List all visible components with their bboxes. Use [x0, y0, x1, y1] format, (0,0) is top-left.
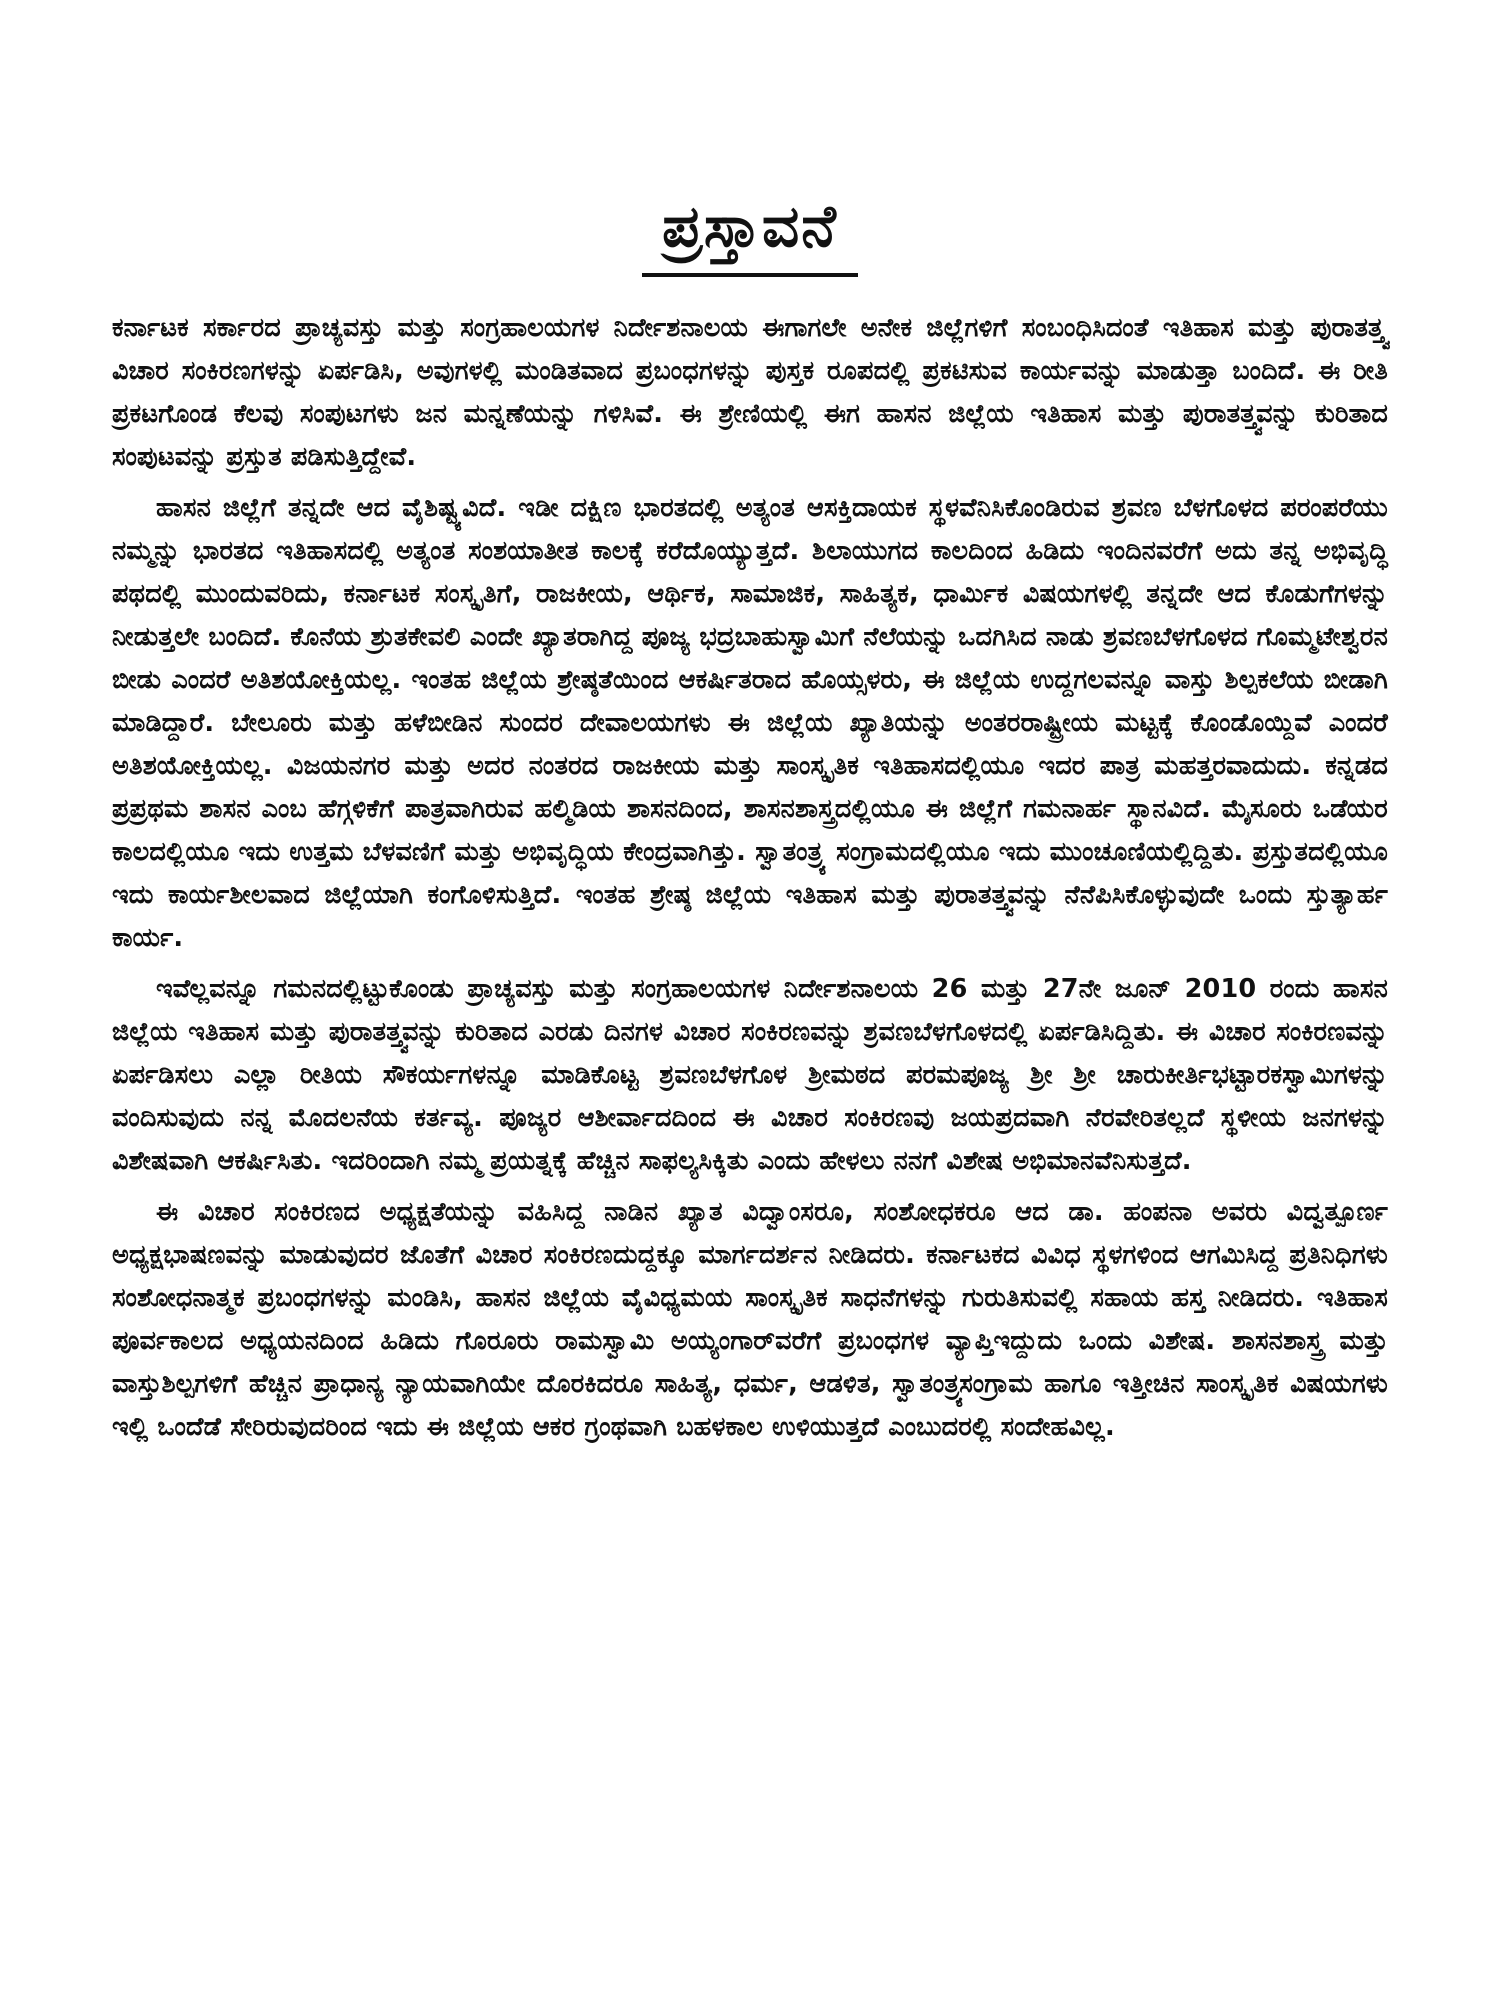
- paragraph-4: ಈ ವಿಚಾರ ಸಂಕಿರಣದ ಅಧ್ಯಕ್ಷತೆಯನ್ನು ವಹಿಸಿದ್ದ ನಾಡಿನ ಖ್ಯಾತ ವಿದ್ವಾಂಸರೂ, ಸಂಶೋಧಕರೂ ಆದ ಡಾ. ಹಂಪನಾ ಅವರು ವಿದ್ವತ್ಪೂರ್ಣ ಅಧ್ಯಕ್ಷಭಾಷಣವನ್ನು ಮಾಡುವುದರ ಜೊತೆಗೆ ವಿಚಾರ ಸಂಕಿರಣದುದ್ದಕ್ಕೂ ಮಾರ್ಗದರ್ಶನ ನೀಡಿದರು. ಕರ್ನಾಟಕದ ವಿವಿಧ ಸ್ಥಳಗಳಿಂದ ಆಗಮಿಸಿದ್ದ ಪ್ರತಿನಿಧಿಗಳು ಸಂಶೋಧನಾತ್ಮಕ ಪ್ರಬಂಧಗಳನ್ನು ಮಂಡಿಸಿ, ಹಾಸನ ಜಿಲ್ಲೆಯ ವೈವಿಧ್ಯಮಯ ಸಾಂಸ್ಕೃತಿಕ ಸಾಧನೆಗಳನ್ನು ಗುರುತಿಸುವಲ್ಲಿ ಸಹಾಯ ಹಸ್ತ ನೀಡಿದರು. ಇತಿಹಾಸ ಪೂರ್ವಕಾಲದ ಅಧ್ಯಯನದಿಂದ ಹಿಡಿದು ಗೊರೂರು ರಾಮಸ್ವಾಮಿ ಅಯ್ಯಂಗಾರ್‌ವರೆಗೆ ಪ್ರಬಂಧಗಳ ವ್ಯಾಪ್ತಿಇದ್ದುದು ಒಂದು ವಿಶೇಷ. ಶಾಸನಶಾಸ್ತ್ರ ಮತ್ತು ವಾಸ್ತುಶಿಲ್ಪಗಳಿಗೆ ಹೆಚ್ಚಿನ ಪ್ರಾಧಾನ್ಯ ನ್ಯಾಯವಾಗಿಯೇ ದೊರಕಿದರೂ ಸಾಹಿತ್ಯ, ಧರ್ಮ, ಆಡಳಿತ, ಸ್ವಾತಂತ್ರ್ಯಸಂಗ್ರಾಮ ಹಾಗೂ ಇತ್ತೀಚಿನ ಸಾಂಸ್ಕೃತಿಕ ವಿಷಯಗಳು ಇಲ್ಲಿ ಒಂದೆಡೆ ಸೇರಿರುವುದರಿಂದ ಇದು ಈ ಜಿಲ್ಲೆಯ ಆಕರ ಗ್ರಂಥವಾಗಿ ಬಹಳಕಾಲ ಉಳಿಯುತ್ತದೆ ಎಂಬುದರಲ್ಲಿ ಸಂದೇಹವಿಲ್ಲ.: [112, 1196, 1388, 1442]
- paragraph-1: ಕರ್ನಾಟಕ ಸರ್ಕಾರದ ಪ್ರಾಚ್ಯವಸ್ತು ಮತ್ತು ಸಂಗ್ರಹಾಲಯಗಳ ನಿರ್ದೇಶನಾಲಯ ಈಗಾಗಲೇ ಅನೇಕ ಜಿಲ್ಲೆಗಳಿಗೆ ಸಂಬಂಧಿಸಿದಂತೆ ಇತಿಹಾಸ ಮತ್ತು ಪುರಾತತ್ತ್ವ ವಿಚಾರ ಸಂಕಿರಣಗಳನ್ನು ಏರ್ಪಡಿಸಿ, ಅವುಗಳಲ್ಲಿ ಮಂಡಿತವಾದ ಪ್ರಬಂಧಗಳನ್ನು ಪುಸ್ತಕ ರೂಪದಲ್ಲಿ ಪ್ರಕಟಿಸುವ ಕಾರ್ಯವನ್ನು ಮಾಡುತ್ತಾ ಬಂದಿದೆ. ಈ ರೀತಿ ಪ್ರಕಟಗೊಂಡ ಕೆಲವು ಸಂಪುಟಗಳು ಜನ ಮನ್ನಣೆಯನ್ನು ಗಳಿಸಿವೆ. ಈ ಶ್ರೇಣಿಯಲ್ಲಿ ಈಗ ಹಾಸನ ಜಿಲ್ಲೆಯ ಇತಿಹಾಸ ಮತ್ತು ಪುರಾತತ್ತ್ವವನ್ನು ಕುರಿತಾದ ಸಂಪುಟವನ್ನು ಪ್ರಸ್ತುತ ಪಡಿಸುತ್ತಿದ್ದೇವೆ.: [112, 312, 1388, 472]
- paragraph-2: ಹಾಸನ ಜಿಲ್ಲೆಗೆ ತನ್ನದೇ ಆದ ವೈಶಿಷ್ಟ್ಯವಿದೆ. ಇಡೀ ದಕ್ಷಿಣ ಭಾರತದಲ್ಲಿ ಅತ್ಯಂತ ಆಸಕ್ತಿದಾಯಕ ಸ್ಥಳವೆನಿಸಿಕೊಂಡಿರುವ ಶ್ರವಣ ಬೆಳಗೊಳದ ಪರಂಪರೆಯು ನಮ್ಮನ್ನು ಭಾರತದ ಇತಿಹಾಸದಲ್ಲಿ ಅತ್ಯಂತ ಸಂಶಯಾತೀತ ಕಾಲಕ್ಕೆ ಕರೆದೊಯ್ಯುತ್ತದೆ. ಶಿಲಾಯುಗದ ಕಾಲದಿಂದ ಹಿಡಿದು ಇಂದಿನವರೆಗೆ ಅದು ತನ್ನ ಅಭಿವೃದ್ಧಿ ಪಥದಲ್ಲಿ ಮುಂದುವರಿದು, ಕರ್ನಾಟಕ ಸಂಸ್ಕೃತಿಗೆ, ರಾಜಕೀಯ, ಆರ್ಥಿಕ, ಸಾಮಾಜಿಕ, ಸಾಹಿತ್ಯಕ, ಧಾರ್ಮಿಕ ವಿಷಯಗಳಲ್ಲಿ ತನ್ನದೇ ಆದ ಕೊಡುಗೆಗಳನ್ನು ನೀಡುತ್ತಲೇ ಬಂದಿದೆ. ಕೊನೆಯ ಶ್ರುತಕೇವಲಿ ಎಂದೇ ಖ್ಯಾತರಾಗಿದ್ದ ಪೂಜ್ಯ ಭದ್ರಬಾಹುಸ್ವಾಮಿಗೆ ನೆಲೆಯನ್ನು ಒದಗಿಸಿದ ನಾಡು ಶ್ರವಣಬೆಳಗೊಳದ ಗೊಮ್ಮಟೇಶ್ವರನ ಬೀಡು ಎಂದರೆ ಅತಿಶಯೋಕ್ತಿಯಲ್ಲ. ಇಂತಹ ಜಿಲ್ಲೆಯ ಶ್ರೇಷ್ಠತೆಯಿಂದ ಆಕರ್ಷಿತರಾದ ಹೊಯ್ಸಳರು, ಈ ಜಿಲ್ಲೆಯ ಉದ್ದಗಲವನ್ನೂ ವಾಸ್ತು ಶಿಲ್ಪಕಲೆಯ ಬೀಡಾಗಿ ಮಾಡಿದ್ದಾರೆ. ಬೇಲೂರು ಮತ್ತು ಹಳೆಬೀಡಿನ ಸುಂದರ ದೇವಾಲಯಗಳು ಈ ಜಿಲ್ಲೆಯ ಖ್ಯಾತಿಯನ್ನು ಅಂತರರಾಷ್ಟ್ರೀಯ ಮಟ್ಟಕ್ಕೆ ಕೊಂಡೊಯ್ದಿವೆ ಎಂದರೆ ಅತಿಶಯೋಕ್ತಿಯಲ್ಲ. ವಿಜಯನಗರ ಮತ್ತು ಅದರ ನಂತರದ ರಾಜಕೀಯ ಮತ್ತು ಸಾಂಸ್ಕೃತಿಕ ಇತಿಹಾಸದಲ್ಲಿಯೂ ಇದರ ಪಾತ್ರ ಮಹತ್ತರವಾದುದು. ಕನ್ನಡದ ಪ್ರಪ್ರಥಮ ಶಾಸನ ಎಂಬ ಹೆಗ್ಗಳಿಕೆಗೆ ಪಾತ್ರವಾಗಿರುವ ಹಲ್ಮಿಡಿಯ ಶಾಸನದಿಂದ, ಶಾಸನಶಾಸ್ತ್ರದಲ್ಲಿಯೂ ಈ ಜಿಲ್ಲೆಗೆ ಗಮನಾರ್ಹ ಸ್ಥಾನವಿದೆ. ಮೈಸೂರು ಒಡೆಯರ ಕಾಲದಲ್ಲಿಯೂ ಇದು ಉತ್ತಮ ಬೆಳವಣಿಗೆ ಮತ್ತು ಅಭಿವೃದ್ಧಿಯ ಕೇಂದ್ರವಾಗಿತ್ತು. ಸ್ವಾತಂತ್ರ್ಯ ಸಂಗ್ರಾಮದಲ್ಲಿಯೂ ಇದು ಮುಂಚೂಣಿಯಲ್ಲಿದ್ದಿತು. ಪ್ರಸ್ತುತದಲ್ಲಿಯೂ ಇದು ಕಾರ್ಯಶೀಲವಾದ ಜಿಲ್ಲೆಯಾಗಿ ಕಂಗೊಳಿಸುತ್ತಿದೆ. ಇಂತಹ ಶ್ರೇಷ್ಠ ಜಿಲ್ಲೆಯ ಇತಿಹಾಸ ಮತ್ತು ಪುರಾತತ್ತ್ವವನ್ನು ನೆನೆಪಿಸಿಕೊಳ್ಳುವುದೇ ಒಂದು ಸ್ತುತ್ಯಾರ್ಹ ಕಾರ್ಯ.: [112, 492, 1388, 953]
- paragraph-3: ಇವೆಲ್ಲವನ್ನೂ ಗಮನದಲ್ಲಿಟ್ಟುಕೊಂಡು ಪ್ರಾಚ್ಯವಸ್ತು ಮತ್ತು ಸಂಗ್ರಹಾಲಯಗಳ ನಿರ್ದೇಶನಾಲಯ 26 ಮತ್ತು 27ನೇ ಜೂನ್ 2010 ರಂದು ಹಾಸನ ಜಿಲ್ಲೆಯ ಇತಿಹಾಸ ಮತ್ತು ಪುರಾತತ್ತ್ವವನ್ನು ಕುರಿತಾದ ಎರಡು ದಿನಗಳ ವಿಚಾರ ಸಂಕಿರಣವನ್ನು ಶ್ರವಣಬೆಳಗೊಳದಲ್ಲಿ ಏರ್ಪಡಿಸಿದ್ದಿತು. ಈ ವಿಚಾರ ಸಂಕಿರಣವನ್ನು ಏರ್ಪಡಿಸಲು ಎಲ್ಲಾ ರೀತಿಯ ಸೌಕರ್ಯಗಳನ್ನೂ ಮಾಡಿಕೊಟ್ಟ ಶ್ರವಣಬೆಳಗೊಳ ಶ್ರೀಮಠದ ಪರಮಪೂಜ್ಯ ಶ್ರೀ ಶ್ರೀ ಚಾರುಕೀರ್ತಿಭಟ್ಟಾರಕಸ್ವಾಮಿಗಳನ್ನು ವಂದಿಸುವುದು ನನ್ನ ಮೊದಲನೆಯ ಕರ್ತವ್ಯ. ಪೂಜ್ಯರ ಆಶೀರ್ವಾದದಿಂದ ಈ ವಿಚಾರ ಸಂಕಿರಣವು ಜಯಪ್ರದವಾಗಿ ನೆರವೇರಿತಲ್ಲದೆ ಸ್ಥಳೀಯ ಜನಗಳನ್ನು ವಿಶೇಷವಾಗಿ ಆಕರ್ಷಿಸಿತು. ಇದರಿಂದಾಗಿ ನಮ್ಮ ಪ್ರಯತ್ನಕ್ಕೆ ಹೆಚ್ಚಿನ ಸಾಫಲ್ಯಸಿಕ್ಕಿತು ಎಂದು ಹೇಳಲು ನನಗೆ ವಿಶೇಷ ಅಭಿಮಾನವೆನಿಸುತ್ತದೆ.: [112, 973, 1388, 1176]
- title-container: [112, 192, 1388, 277]
- page-title: ಪ್ರಸ್ತಾವನೆ: [642, 195, 858, 277]
